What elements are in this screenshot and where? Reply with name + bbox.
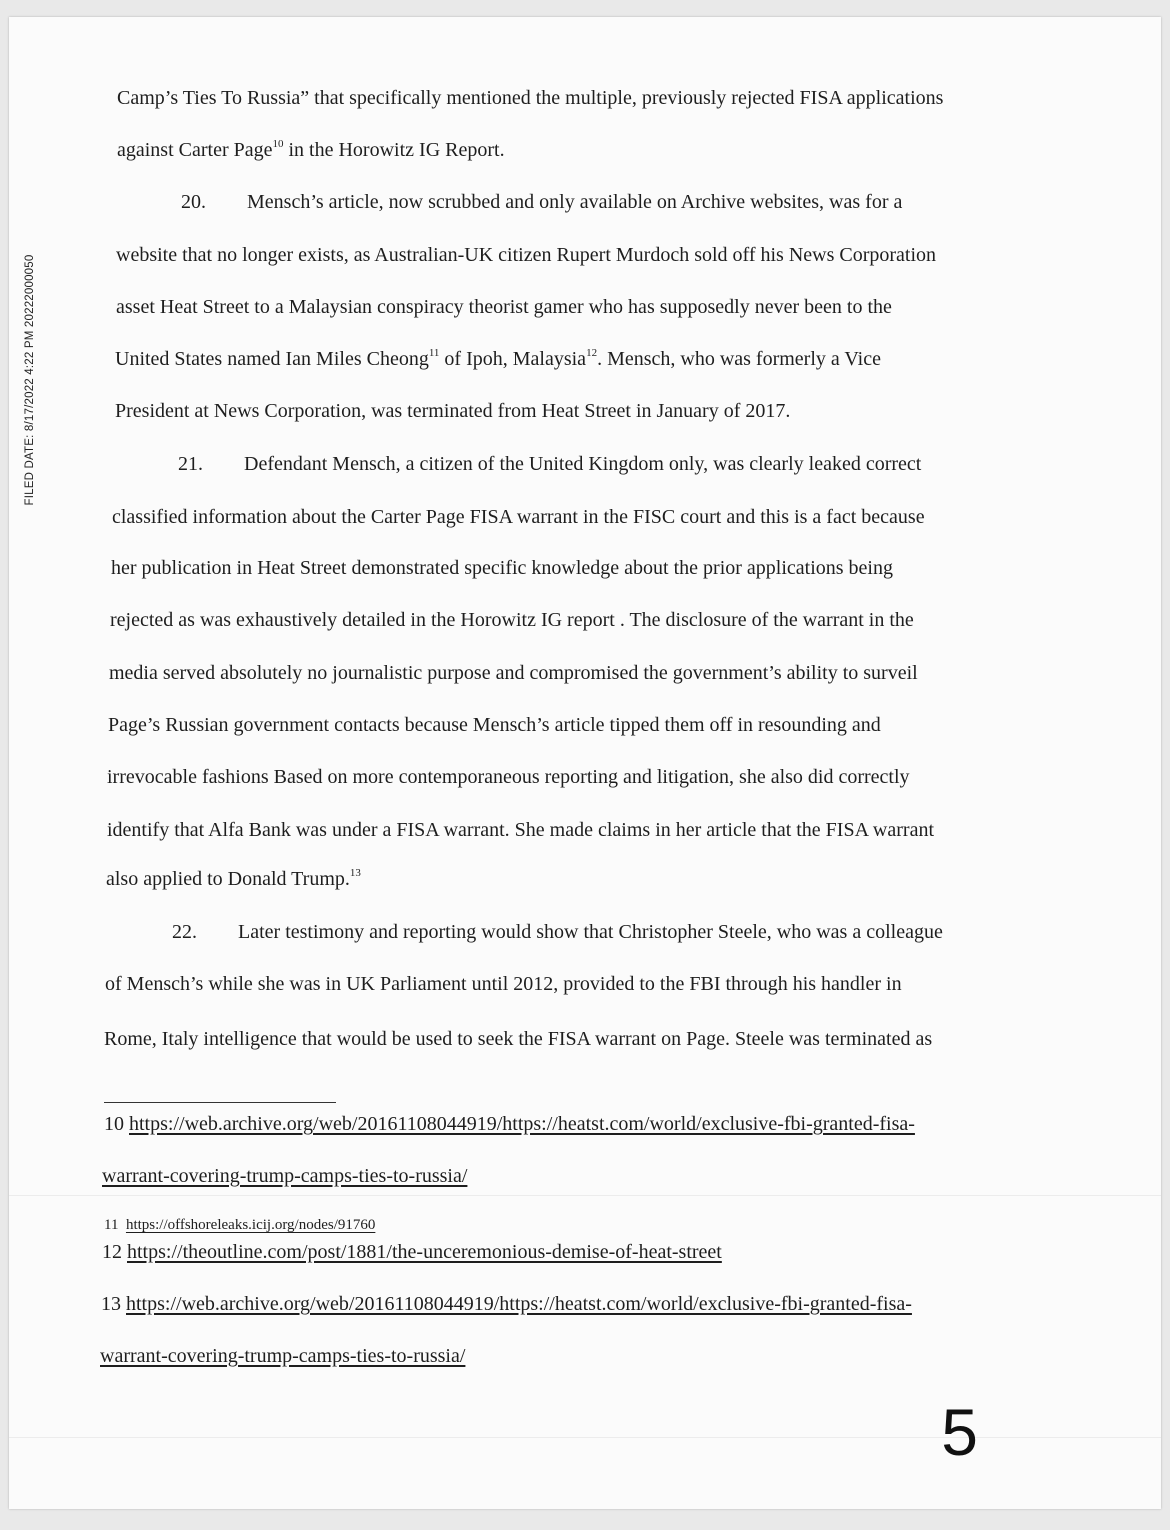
text-segment: . Mensch, who was formerly a Vice [597, 348, 881, 370]
footnote-number: 10 [104, 1113, 124, 1135]
paragraph-first-line [181, 190, 902, 214]
text-segment: Defendant Mensch, a citizen of the United Kingdom only, was clearly leaked correct [244, 453, 922, 475]
footnote-12 [102, 1240, 722, 1264]
text-segment: in the Horowitz IG Report. [283, 139, 505, 161]
footnote-ref: 12 [586, 347, 598, 360]
paragraph-first-line [178, 452, 921, 476]
text-line [116, 243, 936, 267]
footnote-separator [104, 1102, 336, 1103]
footnote-link[interactable]: https://theoutline.com/post/1881/the-unceremonious-demise-of-heat-street [127, 1241, 722, 1263]
text-line [110, 608, 914, 632]
text-segment: rejected as was exhaustively detailed in the Horowitz IG report . The disclosure of the warrant in the [110, 609, 914, 631]
text-line [111, 556, 893, 580]
text-segment: asset Heat Street to a Malaysian conspiracy theorist gamer who has supposedly never been to the [116, 296, 892, 318]
text-line [115, 399, 790, 423]
text-line [107, 818, 934, 842]
text-line [117, 86, 943, 110]
paragraph-number: 21. [178, 453, 203, 475]
footnote-link[interactable]: warrant-covering-trump-camps-ties-to-russia/ [100, 1345, 466, 1367]
text-segment: also applied to Donald Trump. [106, 868, 350, 890]
text-segment: of Ipoh, Malaysia [439, 348, 587, 370]
paragraph-first-line [172, 920, 943, 944]
scan-fold-line [9, 1437, 1161, 1438]
footnote-link[interactable]: https://web.archive.org/web/20161108044919/https://heatst.com/world/exclusive-fbi-granted-fisa- [129, 1113, 915, 1135]
text-line [109, 661, 918, 685]
text-line [112, 505, 925, 529]
footnote-10 [104, 1112, 915, 1136]
text-line [108, 713, 881, 737]
text-segment: classified information about the Carter Page FISA warrant in the FISC court and this is a fact because [112, 506, 925, 528]
footnote-13-continued [100, 1344, 465, 1368]
scan-fold-line [9, 1195, 1161, 1196]
text-segment: United States named Ian Miles Cheong [115, 348, 429, 370]
footnote-number: 12 [102, 1241, 122, 1263]
text-line [104, 1027, 932, 1051]
text-segment: website that no longer exists, as Australian-UK citizen Rupert Murdoch sold off his News Corporation [116, 244, 937, 266]
text-segment: against Carter Page [117, 139, 273, 161]
footnote-13 [101, 1292, 912, 1316]
footnote-11 [104, 1213, 375, 1237]
text-segment: media served absolutely no journalistic purpose and compromised the government’s ability to surveil [109, 662, 918, 684]
footnote-ref: 11 [428, 347, 440, 360]
footnote-ref: 13 [349, 867, 361, 880]
text-segment: Camp’s Ties To Russia” that specifically mentioned the multiple, previously rejected FISA applications [117, 87, 944, 109]
text-line [117, 138, 505, 162]
footnote-link[interactable]: https://offshoreleaks.icij.org/nodes/91760 [125, 1217, 376, 1233]
text-segment: Later testimony and reporting would show that Christopher Steele, who was a colleague [238, 921, 943, 943]
text-segment: of Mensch’s while she was in UK Parliament until 2012, provided to the FBI through his handler in [105, 973, 902, 995]
filed-date-stamp: FILED DATE: 8/17/2022 4:22 PM 20222000050 [24, 254, 36, 506]
text-segment: Mensch’s article, now scrubbed and only available on Archive websites, was for a [247, 191, 903, 213]
document-page [9, 17, 1161, 1509]
footnote-link[interactable]: https://web.archive.org/web/20161108044919/https://heatst.com/world/exclusive-fbi-granted-fisa- [126, 1293, 912, 1315]
text-segment: her publication in Heat Street demonstrated specific knowledge about the prior applications being [111, 557, 893, 579]
footnote-number: 11 [104, 1217, 119, 1233]
text-segment: President at News Corporation, was terminated from Heat Street in January of 2017. [115, 400, 791, 422]
text-segment: Rome, Italy intelligence that would be used to seek the FISA warrant on Page. Steele was terminated as [104, 1028, 933, 1050]
text-segment: irrevocable fashions Based on more contemporaneous reporting and litigation, she also did correctly [107, 766, 910, 788]
text-line [105, 972, 902, 996]
footnote-ref: 10 [272, 138, 284, 151]
paragraph-number: 22. [172, 921, 197, 943]
text-segment: Page’s Russian government contacts because Mensch’s article tipped them off in resounding and [108, 714, 881, 736]
paragraph-number: 20. [181, 191, 206, 213]
footnote-10-continued [102, 1164, 467, 1188]
text-segment: identify that Alfa Bank was under a FISA warrant. She made claims in her article that the FISA warrant [107, 819, 935, 841]
text-line [116, 295, 892, 319]
footnote-number: 13 [101, 1293, 121, 1315]
text-line [115, 347, 881, 371]
footnote-link[interactable]: warrant-covering-trump-camps-ties-to-russia/ [102, 1165, 468, 1187]
page-number: 5 [941, 1395, 978, 1469]
text-line [107, 765, 910, 789]
text-line [106, 867, 361, 891]
